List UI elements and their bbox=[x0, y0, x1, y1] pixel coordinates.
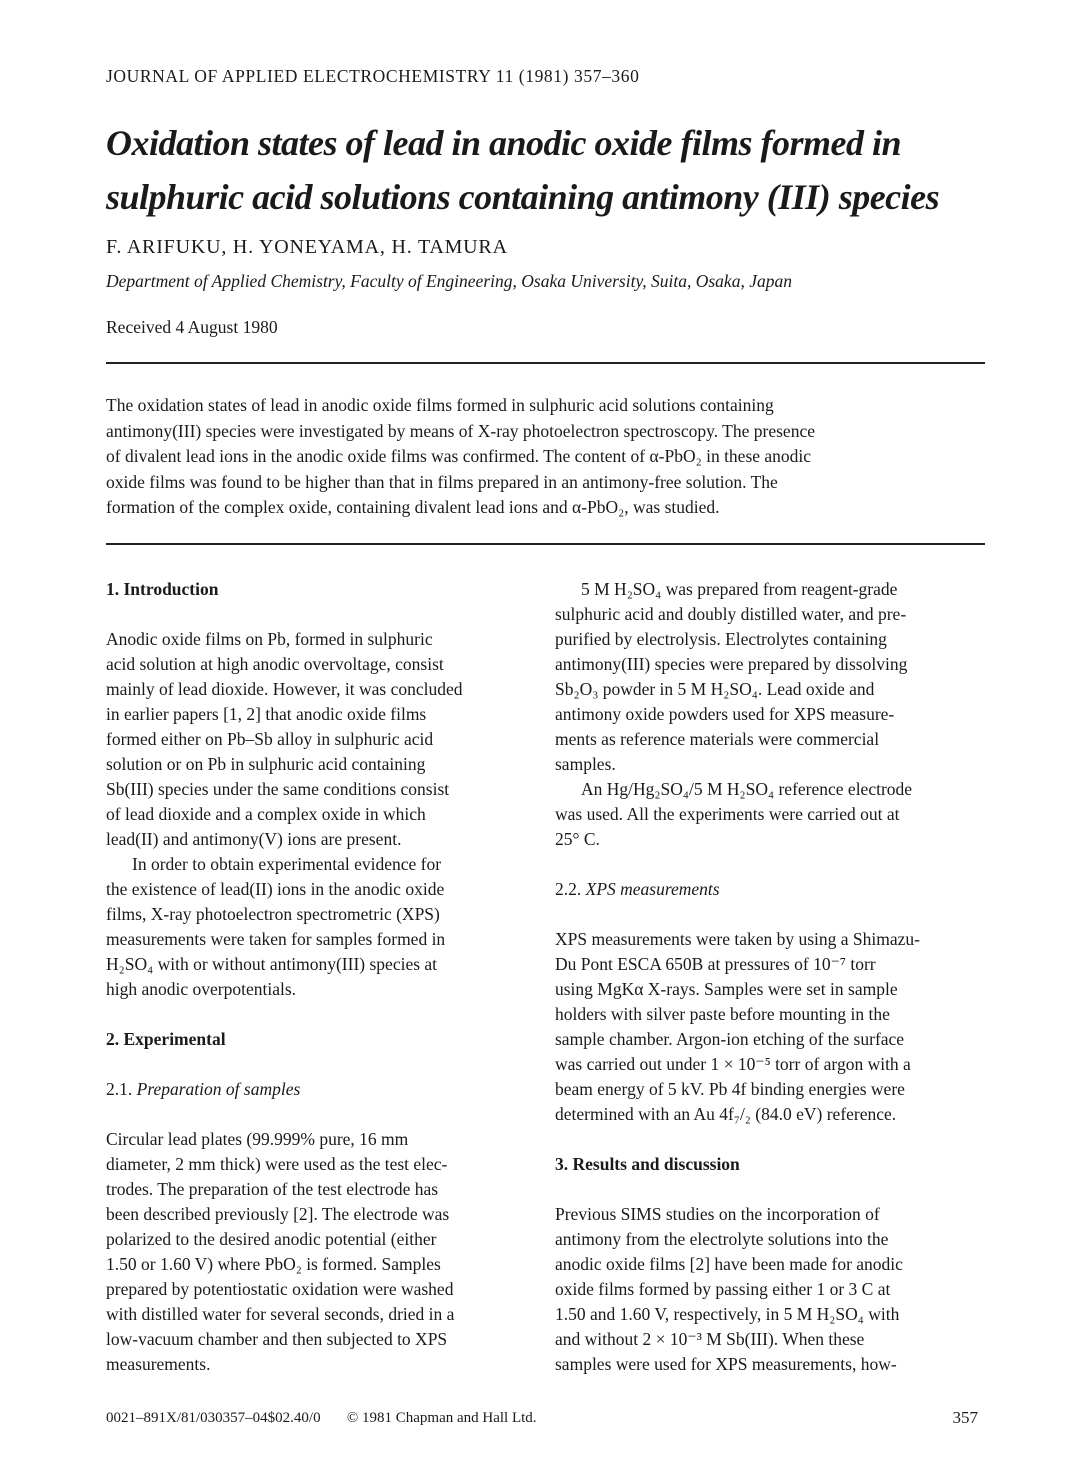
title-line: Oxidation states of lead in anodic oxide films formed in bbox=[106, 123, 902, 163]
text-line: antimony oxide powders used for XPS measure- bbox=[555, 704, 895, 724]
text-line: been described previously [2]. The electrode was bbox=[106, 1204, 450, 1224]
paragraph bbox=[106, 1127, 536, 1377]
abstract-line: of divalent lead ions in the anodic oxide films was confirmed. The content of α-PbO₂ in these anodic bbox=[106, 446, 812, 466]
text-line: the existence of lead(II) ions in the anodic oxide bbox=[106, 879, 445, 899]
title-line: sulphuric acid solutions containing antimony (III) species bbox=[106, 177, 940, 217]
text-line: and without 2 × 10⁻³ M Sb(III). When these bbox=[555, 1329, 865, 1349]
text-line: Anodic oxide films on Pb, formed in sulphuric bbox=[106, 629, 433, 649]
section-heading-results: 3. Results and discussion bbox=[555, 1154, 740, 1174]
text-line: ments as reference materials were commercial bbox=[555, 729, 880, 749]
text-line: 1.50 or 1.60 V) where PbO₂ is formed. Samples bbox=[106, 1254, 441, 1274]
text-line: of lead dioxide and a complex oxide in which bbox=[106, 804, 426, 824]
text-line: 5 M H₂SO₄ was prepared from reagent-grade bbox=[581, 579, 898, 599]
affiliation: Department of Applied Chemistry, Faculty of Engineering, Osaka University, Suita, Osaka, Japan bbox=[106, 271, 792, 291]
text-line: purified by electrolysis. Electrolytes containing bbox=[555, 629, 887, 649]
text-line: with distilled water for several seconds, dried in a bbox=[106, 1304, 455, 1324]
text-line: in earlier papers [1, 2] that anodic oxide films bbox=[106, 704, 427, 724]
abstract-line: The oxidation states of lead in anodic oxide films formed in sulphuric acid solutions containing bbox=[106, 395, 774, 415]
footer-code: 0021–891X/81/030357–04$02.40/0 bbox=[106, 1410, 321, 1426]
subsection-number: 2.2. bbox=[555, 879, 582, 899]
abstract-line: oxide films was found to be higher than that in films prepared in an antimony-free solution. The bbox=[106, 471, 778, 492]
text-line: was used. All the experiments were carried out at bbox=[555, 804, 900, 824]
paragraph bbox=[555, 577, 985, 777]
text-line: 1.50 and 1.60 V, respectively, in 5 M H₂SO₄ with bbox=[555, 1304, 900, 1324]
section-heading-experimental: 2. Experimental bbox=[106, 1029, 226, 1049]
paragraph bbox=[555, 1202, 985, 1377]
paragraph bbox=[106, 627, 536, 852]
text-line: sulphuric acid and doubly distilled water, and pre- bbox=[555, 604, 907, 624]
text-line: 25° C. bbox=[555, 829, 600, 849]
text-line: Sb(III) species under the same conditions consist bbox=[106, 779, 450, 799]
paragraph bbox=[555, 777, 985, 852]
text-line: high anodic overpotentials. bbox=[106, 979, 297, 999]
text-line: diameter, 2 mm thick) were used as the test elec- bbox=[106, 1154, 448, 1174]
text-line: In order to obtain experimental evidence for bbox=[132, 854, 442, 874]
subsection-heading-preparation bbox=[106, 1077, 536, 1102]
subsection-title: Preparation of samples bbox=[136, 1079, 301, 1099]
text-line: sample chamber. Argon-ion etching of the surface bbox=[555, 1029, 905, 1049]
text-line: measurements. bbox=[106, 1354, 211, 1374]
subsection-number: 2.1. bbox=[106, 1079, 133, 1099]
text-line: measurements were taken for samples formed in bbox=[106, 929, 446, 949]
abstract-line: formation of the complex oxide, containing divalent lead ions and α-PbO₂, was studied. bbox=[106, 497, 720, 517]
footer-copyright: © 1981 Chapman and Hall Ltd. bbox=[346, 1410, 537, 1426]
footer-publication-info bbox=[106, 1410, 537, 1427]
text-line: lead(II) and antimony(V) ions are present. bbox=[106, 829, 402, 849]
received-date: Received 4 August 1980 bbox=[106, 317, 278, 337]
abstract-top-rule bbox=[106, 362, 985, 364]
text-line: Previous SIMS studies on the incorporation of bbox=[555, 1204, 880, 1224]
text-line: low-vacuum chamber and then subjected to XPS bbox=[106, 1329, 448, 1349]
text-line: prepared by potentiostatic oxidation were washed bbox=[106, 1279, 454, 1299]
text-line: using MgKα X-rays. Samples were set in sample bbox=[555, 979, 898, 999]
page-number: 357 bbox=[952, 1408, 978, 1427]
text-line: solution or on Pb in sulphuric acid containing bbox=[106, 754, 426, 774]
text-line: trodes. The preparation of the test electrode has bbox=[106, 1179, 439, 1199]
text-line: oxide films formed by passing either 1 or 3 C at bbox=[555, 1279, 891, 1299]
journal-header: JOURNAL OF APPLIED ELECTROCHEMISTRY 11 (1981) 357–360 bbox=[106, 66, 640, 86]
text-line: H₂SO₄ with or without antimony(III) species at bbox=[106, 954, 438, 974]
subsection-heading-xps bbox=[555, 877, 985, 902]
section-heading-introduction: 1. Introduction bbox=[106, 579, 219, 599]
text-line: formed either on Pb–Sb alloy in sulphuric acid bbox=[106, 729, 434, 749]
abstract-bottom-rule bbox=[106, 543, 985, 545]
subsection-title: XPS measurements bbox=[585, 879, 720, 899]
text-line: XPS measurements were taken by using a Shimazu- bbox=[555, 929, 920, 949]
text-line: anodic oxide films [2] have been made for anodic bbox=[555, 1254, 903, 1274]
text-line: antimony from the electrolyte solutions into the bbox=[555, 1229, 889, 1249]
text-line: beam energy of 5 kV. Pb 4f binding energies were bbox=[555, 1079, 905, 1099]
abstract-line: antimony(III) species were investigated by means of X-ray photoelectron spectroscopy. The presence bbox=[106, 420, 815, 441]
text-line: determined with an Au 4f₇/₂ (84.0 eV) reference. bbox=[555, 1104, 897, 1124]
text-line: An Hg/Hg₂SO₄/5 M H₂SO₄ reference electrode bbox=[581, 779, 913, 799]
paper-title bbox=[106, 116, 1006, 224]
text-line: was carried out under 1 × 10⁻⁵ torr of argon with a bbox=[555, 1054, 911, 1074]
authors: F. ARIFUKU, H. YONEYAMA, H. TAMURA bbox=[106, 236, 508, 258]
text-line: polarized to the desired anodic potential (either bbox=[106, 1229, 437, 1249]
text-line: mainly of lead dioxide. However, it was concluded bbox=[106, 679, 463, 699]
text-line: films, X-ray photoelectron spectrometric (XPS) bbox=[106, 904, 440, 924]
abstract bbox=[106, 393, 985, 521]
text-line: samples were used for XPS measurements, how- bbox=[555, 1354, 897, 1374]
right-column bbox=[555, 577, 985, 1377]
paragraph bbox=[106, 852, 536, 1002]
text-line: Sb₂O₃ powder in 5 M H₂SO₄. Lead oxide and bbox=[555, 679, 875, 699]
text-line: holders with silver paste before mounting in the bbox=[555, 1004, 890, 1024]
text-line: acid solution at high anodic overvoltage, consist bbox=[106, 654, 444, 674]
text-line: antimony(III) species were prepared by dissolving bbox=[555, 654, 908, 674]
text-line: samples. bbox=[555, 754, 616, 774]
left-column bbox=[106, 577, 536, 1377]
text-line: Du Pont ESCA 650B at pressures of 10⁻⁷ torr bbox=[555, 954, 876, 974]
paragraph bbox=[555, 927, 985, 1127]
text-line: Circular lead plates (99.999% pure, 16 mm bbox=[106, 1129, 409, 1149]
